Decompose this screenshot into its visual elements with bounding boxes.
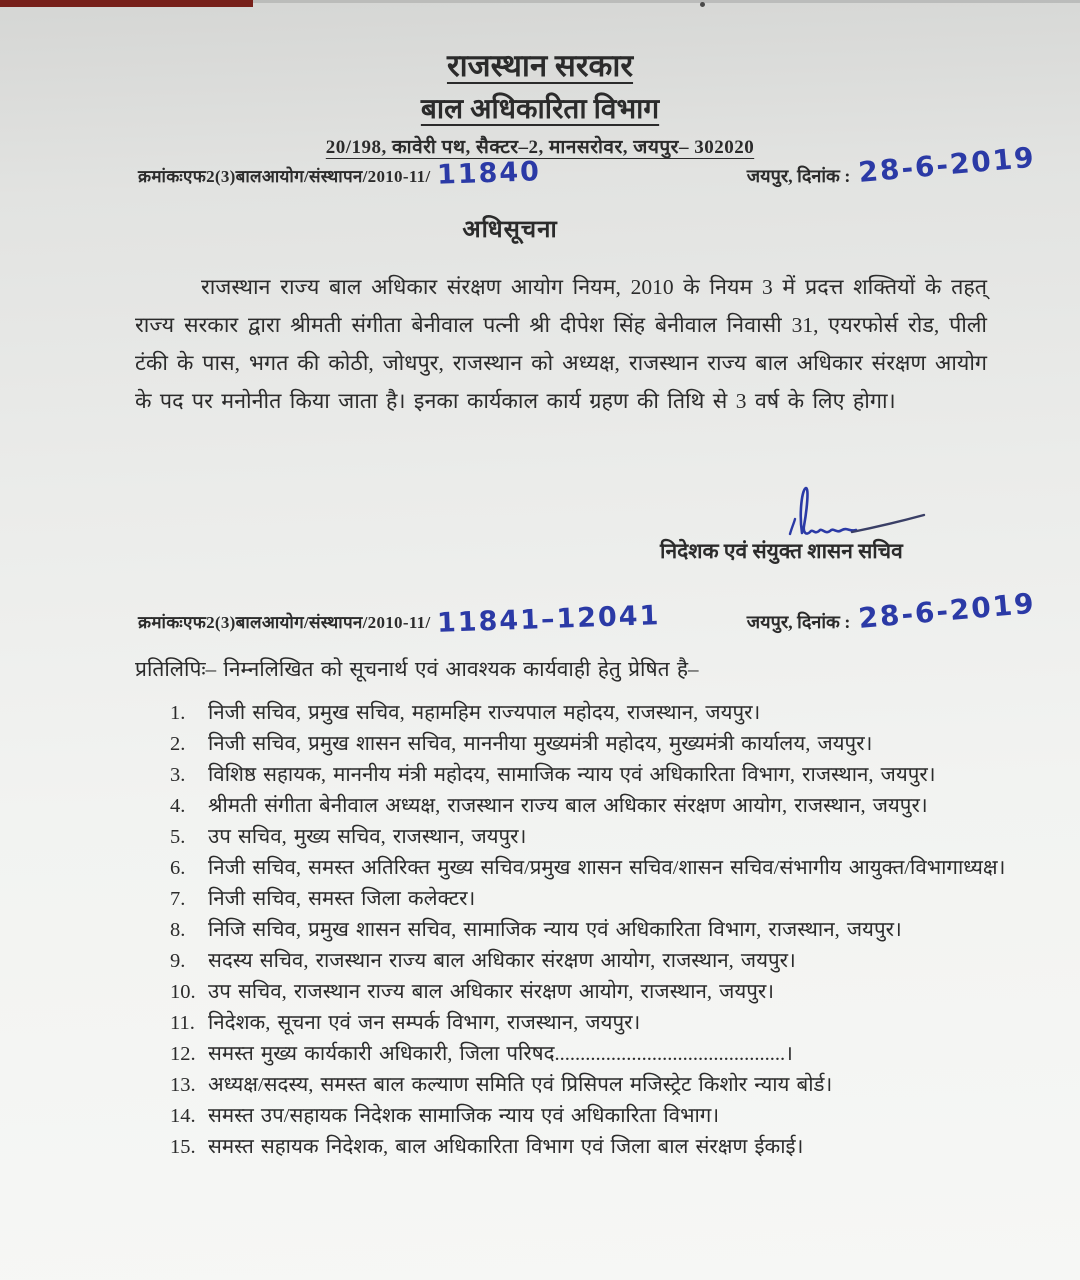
reference-number-printed: क्रमांकःएफ2(3)बालआयोग/संस्थापन/2010-11/	[138, 613, 431, 632]
recipient-number: 15.	[170, 1136, 196, 1158]
reference-number-handwritten: 11840	[436, 156, 541, 191]
recipient-item	[170, 853, 1036, 884]
letterhead	[0, 44, 1080, 159]
recipient-text: सदस्य सचिव, राजस्थान राज्य बाल अधिकार संरक्षण आयोग, राजस्थान, जयपुर।	[208, 950, 796, 972]
place-date-group	[746, 586, 1038, 635]
recipient-text: निजी सचिव, समस्त अतिरिक्त मुख्य सचिव/प्रमुख शासन सचिव/शासन सचिव/संभागीय आयुक्त/विभागाध्यक्ष।	[208, 857, 1006, 879]
recipient-item	[170, 1070, 1036, 1101]
recipient-item	[170, 791, 1036, 822]
recipient-number: 1.	[170, 702, 186, 724]
recipient-number: 9.	[170, 950, 186, 972]
recipient-item	[170, 1101, 1036, 1132]
reference-number-group	[138, 158, 540, 189]
notification-heading: अधिसूचना	[462, 217, 558, 243]
recipient-number: 13.	[170, 1074, 196, 1096]
government-title: राजस्थान सरकार	[446, 48, 634, 83]
recipient-number: 10.	[170, 981, 196, 1003]
recipient-item	[170, 915, 1036, 946]
recipient-text: उप सचिव, मुख्य सचिव, राजस्थान, जयपुर।	[208, 826, 527, 848]
recipient-number: 4.	[170, 795, 186, 817]
office-address: 20/198, कावेरी पथ, सैक्टर–2, मानसरोवर, जयपुर– 302020	[325, 137, 755, 158]
recipient-number: 2.	[170, 733, 186, 755]
recipient-text: अध्यक्ष/सदस्य, समस्त बाल कल्याण समिति एवं प्रिसिपल मजिस्ट्रेट किशोर न्याय बोर्ड।	[208, 1074, 833, 1096]
reference-number-group	[138, 600, 661, 639]
scan-corner-mark	[0, 0, 253, 7]
recipient-item	[170, 946, 1036, 977]
recipient-number: 11.	[170, 1012, 195, 1034]
date-handwritten: 28-6-2019	[857, 140, 1038, 189]
recipient-text: निजी सचिव, समस्त जिला कलेक्टर।	[208, 888, 476, 910]
recipient-text: निजि सचिव, प्रमुख शासन सचिव, सामाजिक न्याय एवं अधिकारिता विभाग, राजस्थान, जयपुर।	[208, 919, 902, 941]
recipient-item	[170, 822, 1036, 853]
department-title: बाल अधिकारिता विभाग	[420, 94, 660, 125]
recipient-item	[170, 1132, 1036, 1163]
recipient-text: निजी सचिव, प्रमुख सचिव, महामहिम राज्यपाल महोदय, राजस्थान, जयपुर।	[208, 702, 761, 724]
recipient-item	[170, 1008, 1036, 1039]
recipient-text: समस्त मुख्य कार्यकारी अधिकारी, जिला परिषद.............................................।	[208, 1043, 793, 1065]
reference-number-printed: क्रमांकःएफ2(3)बालआयोग/संस्थापन/2010-11/	[138, 167, 431, 186]
recipient-text: समस्त उप/सहायक निदेशक सामाजिक न्याय एवं अधिकारिता विभाग।	[208, 1105, 720, 1127]
recipient-number: 14.	[170, 1105, 196, 1127]
recipient-text: निजी सचिव, प्रमुख शासन सचिव, माननीया मुख्यमंत्री महोदय, मुख्यमंत्री कार्यालय, जयपुर।	[208, 733, 873, 755]
signatory-designation: निदेशक एवं संयुक्त शासन सचिव	[660, 539, 903, 563]
place-date-group	[746, 140, 1038, 189]
copy-to-line: प्रतिलिपिः– निम्नलिखित को सूचनार्थ एवं आवश्यक कार्यवाही हेतु प्रेषित है–	[135, 657, 699, 681]
place-date-label: जयपुर, दिनांक :	[746, 166, 851, 186]
recipient-number: 7.	[170, 888, 186, 910]
recipient-text: श्रीमती संगीता बेनीवाल अध्यक्ष, राजस्थान राज्य बाल अधिकार संरक्षण आयोग, राजस्थान, जयपुर।	[208, 795, 928, 817]
recipient-number: 8.	[170, 919, 186, 941]
recipient-item	[170, 698, 1036, 729]
recipient-number: 5.	[170, 826, 186, 848]
recipient-item	[170, 1039, 1036, 1070]
recipient-item	[170, 729, 1036, 760]
recipient-text: निदेशक, सूचना एवं जन सम्पर्क विभाग, राजस्थान, जयपुर।	[208, 1012, 641, 1034]
date-handwritten: 28-6-2019	[857, 586, 1038, 635]
recipient-number: 3.	[170, 764, 186, 786]
reference-number-handwritten: 11841–12041	[436, 600, 661, 639]
notification-body: राजस्थान राज्य बाल अधिकार संरक्षण आयोग नियम, 2010 के नियम 3 में प्रदत्त शक्तियों के तहत् राज्य सरकार द्वारा श्रीमती संगीता बेनीवाल पत्नी श्री दीपेश सिंह बेनीवाल निवासी 31, एयरफोर्स रोड, पीली टंकी के पास, भगत की कोठी, जोधपुर, राजस्थान को अध्यक्ष, राजस्थान राज्य बाल अधिकार संरक्षण आयोग के पद पर मनोनीत किया जाता है। इनका कार्यकाल कार्य ग्रहण की तिथि से 3 वर्ष के लिए होगा।	[135, 275, 987, 413]
recipient-number: 6.	[170, 857, 186, 879]
scan-speck	[700, 2, 705, 7]
reference-row-2	[138, 586, 1038, 639]
place-date-label: जयपुर, दिनांक :	[746, 612, 851, 632]
recipient-item	[170, 884, 1036, 915]
recipient-text: उप सचिव, राजस्थान राज्य बाल अधिकार संरक्षण आयोग, राजस्थान, जयपुर।	[208, 981, 775, 1003]
recipient-number: 12.	[170, 1043, 196, 1065]
signature-ink	[768, 482, 940, 544]
recipients-list	[170, 698, 1036, 1163]
recipient-text: समस्त सहायक निदेशक, बाल अधिकारिता विभाग एवं जिला बाल संरक्षण ईकाई।	[208, 1136, 804, 1158]
recipient-item	[170, 760, 1036, 791]
recipient-text: विशिष्ठ सहायक, माननीय मंत्री महोदय, सामाजिक न्याय एवं अधिकारिता विभाग, राजस्थान, जयपुर।	[208, 764, 936, 786]
recipient-item	[170, 977, 1036, 1008]
